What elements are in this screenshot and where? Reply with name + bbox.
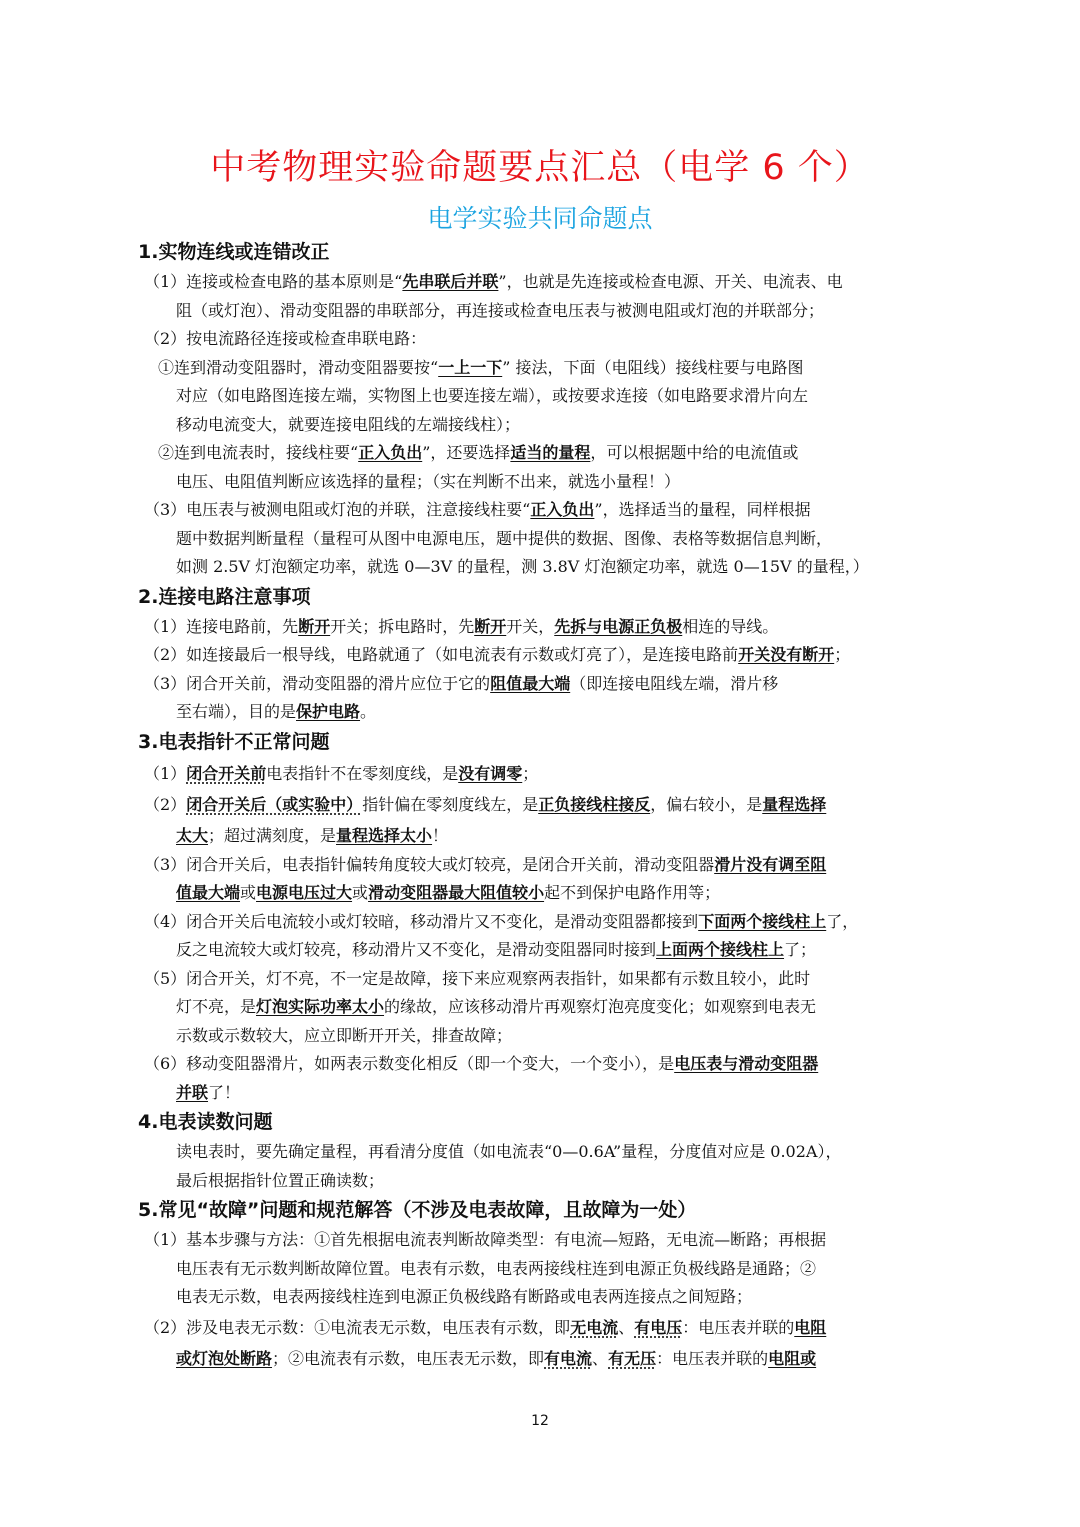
paragraph-line: （1）闭合开关前电表指针不在零刻度线，是没有调零； (144, 763, 539, 783)
paragraph-line: （5）闭合开关，灯不亮，不一定是故障，接下来应观察两表指针，如果都有示数且较小，此时 (144, 968, 811, 988)
paragraph-line: 或灯泡处断路；②电流表有示数，电压表无示数，即有电流、有无压：电压表并联的电阻或 (176, 1348, 817, 1368)
paragraph-line: （2）涉及电表无示数：①电流表无示数，电压表有示数，即无电流、有电压：电压表并联的电阻 (144, 1317, 827, 1337)
paragraph-line: （3）电压表与被测电阻或灯泡的并联，注意接线柱要“正入负出”，选择适当的量程，同样根据 (144, 500, 811, 519)
paragraph-line: （1）连接或检查电路的基本原则是“先串联后并联”，也就是先连接或检查电源、开关、电流表、电 (144, 272, 843, 291)
paragraph-line: 示数或示数较大，应立即断开开关，排查故障； (176, 1025, 513, 1045)
paragraph-line: ①连到滑动变阻器时，滑动变阻器要按“一上一下” 接法，下面（电阻线）接线柱要与电路图 (158, 357, 804, 377)
paragraph-line: ②连到电流表时，接线柱要“正入负出”，还要选择适当的量程，可以根据题中给的电流值或 (158, 443, 799, 462)
paragraph-line: （2）闭合开关后（或实验中）指针偏在零刻度线左，是正负接线柱接反，偏右较小，是量程选择 (144, 794, 827, 814)
page-title: 中考物理实验命题要点汇总（电学 6 个） (210, 148, 870, 188)
paragraph-line: 电压、电阻值判断应该选择的量程；（实在判断不出来，就选小量程！） (176, 471, 681, 491)
paragraph-line: （6）移动变阻器滑片，如两表示数变化相反（即一个变大，一个变小），是电压表与滑动变阻器 (144, 1054, 819, 1073)
paragraph-line: 至右端），目的是保护电路。 (176, 702, 377, 721)
paragraph-line: 并联了！ (176, 1082, 241, 1102)
paragraph-line: 太大；超过满刻度，是量程选择太小！ (176, 825, 449, 845)
paragraph-line: 反之电流较大或灯较亮，移动滑片又不变化，是滑动变阻器同时接到上面两个接线柱上了； (176, 940, 817, 959)
paragraph-line: 移动电流变大，就要连接电阻线的左端接线柱）； (176, 414, 521, 434)
paragraph-line: （2）按电流路径连接或检查串联电路： (144, 329, 427, 348)
section-heading: 5.常见“故障”问题和规范解答（不涉及电表故障，且故障为一处） (138, 1199, 697, 1221)
section-heading: 1.实物连线或连错改正 (138, 241, 330, 263)
section-heading: 2.连接电路注意事项 (138, 585, 311, 608)
section-heading: 4.电表读数问题 (138, 1111, 273, 1133)
paragraph-line: 最后根据指针位置正确读数； (176, 1170, 385, 1190)
paragraph-line: 题中数据判断量程（量程可从图中电源电压，题中提供的数据、图像、表格等数据信息判断， (176, 528, 833, 548)
paragraph-line: （2）如连接最后一根导线，电路就通了（如电流表有示数或灯亮了），是连接电路前开关没有断开； (144, 645, 851, 664)
paragraph-line: （3）闭合开关前，滑动变阻器的滑片应位于它的阻值最大端（即连接电阻线左端，滑片移 (144, 673, 779, 693)
content (138, 237, 948, 1374)
paragraph-line: 对应（如电路图连接左端，实物图上也要连接左端），或按要求连接（如电路要求滑片向左 (176, 386, 809, 405)
paragraph-line: 值最大端或电源电压过大或滑动变阻器最大阻值较小起不到保护电路作用等； (176, 883, 721, 902)
page-number: 12 (531, 1413, 549, 1429)
paragraph-line: （3）闭合开关后，电表指针偏转角度较大或灯较亮，是闭合开关前，滑动变阻器滑片没有调至阻 (144, 854, 827, 874)
paragraph-line: 电压表有无示数判断故障位置。电表有示数，电表两接线柱连到电源正负极线路是通路；② (176, 1258, 817, 1278)
paragraph-line: 如测 2.5V 灯泡额定功率，就选 0—3V 的量程，测 3.8V 灯泡额定功率，就选 0—15V 的量程，） (176, 557, 869, 576)
paragraph-line: 灯不亮，是灯泡实际功率太小的缘故，应该移动滑片再观察灯泡亮度变化；如观察到电表无 (176, 997, 817, 1016)
paragraph-line: （1）连接电路前，先断开开关；拆电路时，先断开开关，先拆与电源正负极相连的导线。 (144, 616, 779, 636)
paragraph-line: 电表无示数，电表两接线柱连到电源正负极线路有断路或电表两连接点之间短路； (176, 1287, 753, 1306)
paragraph-line: （1）基本步骤与方法：①首先根据电流表判断故障类型：有电流—短路，无电流—断路；再根据 (144, 1230, 827, 1249)
paragraph-line: 读电表时，要先确定量程，再看清分度值（如电流表“0—0.6A”量程，分度值对应是 0.02A）， (176, 1142, 842, 1161)
paragraph-line: 阻（或灯泡）、滑动变阻器的串联部分，再连接或检查电压表与被测电阻或灯泡的并联部分； (176, 300, 825, 320)
page-subtitle: 电学实验共同命题点 (427, 204, 653, 233)
paragraph-line: （4）闭合开关后电流较小或灯较暗，移动滑片又不变化，是滑动变阻器都接到下面两个接线柱上了， (144, 911, 859, 931)
section-heading: 3.电表指针不正常问题 (138, 730, 330, 753)
